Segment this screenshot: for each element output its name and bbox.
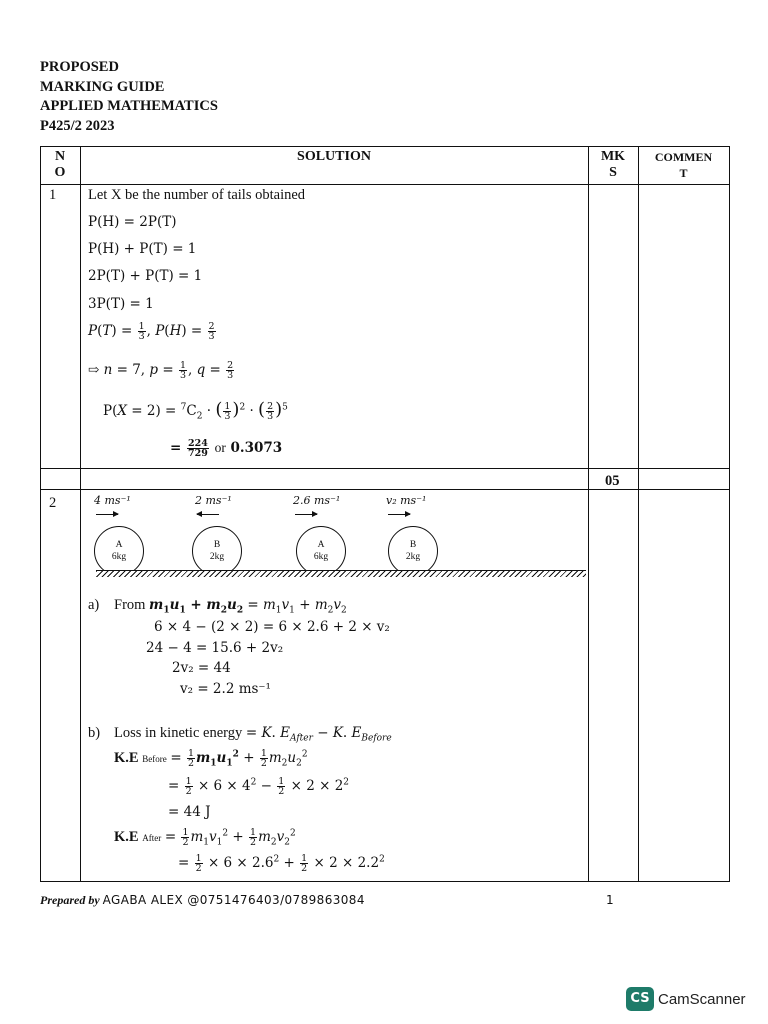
table-row-divider-2: [40, 489, 730, 490]
ball-a-after: A 6kg: [296, 526, 346, 576]
table-border-top: [40, 146, 730, 147]
arrow-right-icon: [295, 514, 317, 515]
q2-part-b-intro: Loss in kinetic energy = K. $E_{After} - K$. $E_{Before}$: [114, 725, 392, 744]
velocity-label-2: 2 ms⁻¹: [195, 494, 232, 507]
ball-b-before: B 2kg: [192, 526, 242, 576]
q1-line-2: P(H) + P(T) = 1: [88, 241, 197, 257]
q1-number: 1: [49, 187, 57, 203]
q1-line-4: 3P(T) = 1: [88, 296, 154, 312]
arrow-left-icon: [197, 514, 219, 515]
q1-line-5: P(T) = $\frac{1}{3}$ , P(H) = $\frac{2}{3}$: [88, 321, 215, 342]
q1-line-1: P(H) = 2P(T): [88, 214, 177, 230]
header-line-4: P425/2 2023: [40, 117, 115, 134]
ball-b-after: B 2kg: [388, 526, 438, 576]
page-footer: [40, 893, 365, 908]
q2-b-line-3: = 44 J: [168, 804, 211, 820]
document-header: [40, 58, 218, 136]
table-row-divider-1: [40, 468, 730, 469]
q2-b-line-5: = $\frac{1}{2}$ × $6 \times 2.6^2$ + $\frac{1}{2}$ × $2 \times 2.2^2$: [178, 853, 385, 874]
author-contact: AGABA ALEX @0751476403/0789863084: [102, 893, 365, 907]
q2-a-line-2: 6 × 4 − (2 × 2) = 6 × 2.6 + 2 × v₂: [154, 619, 390, 635]
col-header-marks: MK S: [600, 149, 626, 180]
header-line-3: APPLIED MATHEMATICS: [40, 98, 218, 114]
table-header-divider: [40, 184, 730, 185]
q2-a-line-3: 24 − 4 = 15.6 + 2v₂: [146, 640, 284, 656]
table-divider-no: [80, 146, 81, 882]
q2-ke-before: K.E Before = $\frac{1}{2}$ $m_1u_1^2$ + $\frac{1}{2}$ $m_2u_2^2$: [114, 748, 308, 769]
velocity-label-4: v₂ ms⁻¹: [386, 494, 427, 507]
q1-marks: 05: [605, 473, 620, 489]
camscanner-logo-icon: CS: [626, 987, 654, 1011]
header-line-1: PROPOSED: [40, 59, 119, 75]
camscanner-name: CamScanner: [658, 990, 746, 1008]
q2-part-b-label: b): [88, 725, 101, 741]
q2-a-line-4: 2v₂ = 44: [172, 660, 231, 676]
table-border-bottom: [40, 881, 730, 882]
q2-a-line-5: v₂ = 2.2 ms⁻¹: [180, 681, 271, 697]
q1-line-6: ⇨ n = 7, p = $\frac{1}{3}$ , q = $\frac{2}{3}$: [88, 360, 234, 381]
q1-intro: Let X be the number of tails obtained: [88, 187, 306, 203]
arrow-right-icon: [96, 514, 118, 515]
velocity-label-1: 4 ms⁻¹: [94, 494, 131, 507]
ball-a-before: A 6kg: [94, 526, 144, 576]
page-number: 1: [606, 893, 614, 907]
q1-line-7: $P(X = 2) = ^7C_2$ · ( $\frac{1}{3}$ )$^2$ · ( $\frac{2}{3}$ )$^5$: [103, 399, 288, 422]
col-header-solution: SOLUTION: [297, 149, 371, 164]
q2-number: 2: [49, 495, 57, 511]
velocity-label-3: 2.6 ms⁻¹: [293, 494, 341, 507]
table-divider-marks: [638, 146, 639, 882]
table-border-right: [729, 146, 730, 882]
q1-line-3: 2P(T) + P(T) = 1: [88, 268, 203, 284]
col-header-comment: COMMEN T: [654, 150, 713, 180]
table-divider-solution: [588, 146, 589, 882]
prepared-by-label: Prepared by: [40, 893, 100, 907]
q2-ke-after: K.E After = $\frac{1}{2}$ $m_1v_1^2$ + $\frac{1}{2}$ $m_2v_2^2$: [114, 827, 296, 848]
camscanner-watermark: [626, 987, 746, 1011]
q2-part-a-from: From $m_1u_1 + m_2u_2 = m_1v_1 + m_2v_2$: [114, 597, 347, 616]
ground-surface: [96, 570, 586, 577]
q1-line-8: = $\frac{224}{729}$ or 0.3073: [170, 438, 283, 459]
col-header-no: N O: [54, 149, 66, 180]
table-border-left: [40, 146, 41, 882]
header-line-2: MARKING GUIDE: [40, 78, 165, 95]
arrow-right-icon: [388, 514, 410, 515]
q2-part-a-label: a): [88, 597, 100, 613]
q2-b-line-2: = $\frac{1}{2}$ × $6 \times 4^2$ − $\frac{1}{2}$ × $2 \times 2^2$: [168, 776, 350, 797]
